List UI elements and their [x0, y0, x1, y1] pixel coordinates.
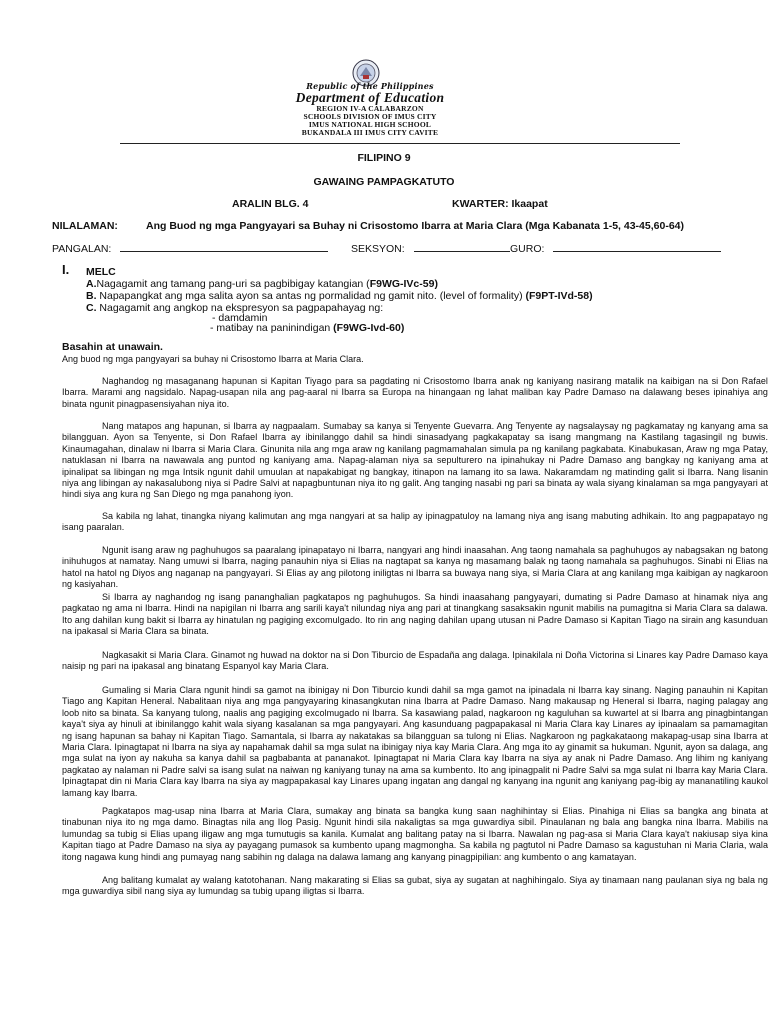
- melc-a-code: F9WG-IVc-59): [369, 278, 438, 290]
- reading-intro: Ang buod ng mga pangyayari sa buhay ni Crisostomo Ibarra at Maria Clara.: [62, 354, 364, 364]
- melc-item-b: [86, 290, 593, 302]
- section-field: [351, 242, 510, 255]
- subject-title: FILIPINO 9: [357, 152, 411, 164]
- quarter-value: Ikaapat: [511, 198, 548, 210]
- teacher-label: GURO:: [510, 243, 545, 255]
- address-line: BUKANDALA III IMUS CITY CAVITE: [301, 128, 439, 137]
- name-label: PANGALAN:: [52, 243, 112, 255]
- teacher-blank[interactable]: [553, 242, 721, 252]
- melc-b-text: Napapangkat ang mga salita ayon sa antas ng pormalidad ng gamit nito. (level of formality): [96, 290, 526, 302]
- paragraph-7: Gumaling si Maria Clara ngunit hindi sa gamot na ibinigay ni Don Tiburcio kundi dahil sa mga gamot na ipinadala ni Ibarra kay sinang. Naging panauhin ni Kapitan Tiago ang Kapitan Heneral. Nabalitaan niya ang mga pangyayaring kinasangkutan nina Ibarra at Padre Damaso. Nang makausap ng Heneral si Ibarra, naging palagay ang loob nito sa binata. Sa kanyang tulong, naalis ang pagiging excolmugado ni Ibarra. Sa kasawiang palad, nagkaroon ng kaguluhan sa kuwartel at si Ibarra ang pinagbintangan kaya't siya ay hinuli at ibinilanggo kahit wala siyang kasalanan sa mga pangyayari. Ang kasunduang pagpapakasal ni Maria Clara kay Linares ay ipinaalam sa pamamagitan ng isang hapunan sa bahay ni Kapitan Tiago. Samantala, si Ibarra ay nakatakas sa bilangguan sa tulong ni Elias. Nagkaroon ng pagkakataong makapag-usap sina Ibarra at Maria Clara. Ipinagtapat ni Ibarra na siya ay napahamak dahil sa mga sulat na ibinigay niya kay Maria Clara. Ang mga ito ay ginamit sa hukuman. Ngunit, ayon sa dalaga, ang mga sulat na iyon ay nakuha sa kanya dahil sa pagbabanta at pananakot. Ipinagtapat ni Maria Clara kay Ibarra na siya ay anak ni Padre Damaso. Ang lihim ng kaniyang pagkatao ay nalaman ni Padre salvi sa isang sulat na naiwan ng kaniyang tunay na ama sa kumbento. Ito ang ipinagpalit ni Padre Salvi sa mga sulat ni Ibarra kay Maria Clara. Ipinagtapat din ni Maria Clara kay Ibarra na siya ay magpapakasal kay Linares upang ingatan ang dangal ng kanyang ina ngunit ang kaniyang pag-ibig ay mananatiling kaukol lamang kay Ibarra.: [62, 685, 768, 798]
- activity-title: GAWAING PAMPAGKATUTO: [313, 176, 455, 188]
- melc-a-text: Nagagamit ang tamang pang-uri sa pagbibigay katangian (: [96, 278, 370, 290]
- paragraph-8: Pagkatapos mag-usap nina Ibarra at Maria Clara, sumakay ang binata sa bangka kung saan naghihintay si Elias. Pinahiga ni Elias sa bangka ang binata at tinabunan niya ito ng mga damo. Binagtas nila ang Ilog Pasig. Ngunit hindi sila nakaligtas sa mga guwardiya sibil. Pinaulanan ng bala ang bangka nina Ibarra. Mabilis na lumundag sa tubig si Elias upang iligaw ang mga tumutugis sa kanila. Kumalat ang balitang patay na si Ibarra. Nawalan ng pag-asa si Maria Clara kaya't nakiusap siya kina Kapitan tiago at Padre Damaso na siya ay payagang pumasok sa kumbento upang magmongha. Sa kabila ng pagtutol ni Padre Damaso sa kagustuhan ni Maria Claria, wala itong nagawa kung hindi ang pumayag nang sabihin ng dalaga na dalawa lamang ang kanyang pinagpipilian: ang kumbento o ang kamatayan.: [62, 806, 768, 862]
- lesson-number: ARALIN BLG. 4: [232, 198, 309, 210]
- region-line: REGION IV-A CALABARZON: [316, 104, 424, 113]
- content-value: Ang Buod ng mga Pangyayari sa Buhay ni Crisostomo Ibarra at Maria Clara (Mga Kabanata 1-5, 43-45,60-64): [146, 220, 684, 232]
- name-field: [52, 242, 328, 255]
- paragraph-6: Nagkasakit si Maria Clara. Ginamot ng huwad na doktor na si Don Tiburcio de Espadaña ang dalaga. Ipinakilala ni Doña Victorina si Linares kay Padre Damaso kaya naisip ng pari na ipakasal ang binatang Espanyol kay Maria Clara.: [62, 650, 768, 672]
- content-label: NILALAMAN:: [52, 220, 118, 232]
- paragraph-3: Sa kabila ng lahat, tinangka niyang kalimutan ang mga nangyari at sa halip ay ipinagpatuloy na lamang niya ang isang mabuting adhikain. Ito ang pagpapatayo ng isang paaralan.: [62, 511, 768, 533]
- section-numeral: I.: [62, 262, 70, 277]
- header-divider: [120, 143, 680, 144]
- melc-c-sub2: - matibay na paninindigan: [210, 322, 334, 334]
- section-blank[interactable]: [414, 242, 510, 252]
- reading-heading: Basahin at unawain.: [62, 341, 163, 353]
- melc-c-sub2-line: [210, 322, 404, 334]
- paragraph-2: Nang matapos ang hapunan, si Ibarra ay nagpaalam. Sumabay sa kanya si Tenyente Guevarra. Ang Tenyente ay nagsalaysay ng pagkamatay ng kanyang ama sa bilangguan. Ayon sa Tenyente, si Don Rafael Ibarra ay ibinilanggo dahil sa hindi sinasadyang pagkakapatay sa isang mangmang na Kastilang tagasingil ng buwis. Kinaumagahan, dinalaw ni Ibarra si Maria Clara. Ginunita nila ang mga araw ng kanilang pagmamahalan simula pa ng kanilang pagkabata. Kinabukasan, Araw ng mga Patay, natuklasan ni Ibarra na nawawala ang puntod ng kaniyang ama. Napag-alaman niya sa sepulturero na ipinahukay ni Padre Damaso ang bangkay ng kaniyang ama at ipinalipat sa libingan ng mga Intsik ngunit dahil umuulan at napakabigat ng bangkay, itinapon na lamang ito sa lawa. Nakaramdam ng matinding galit si Ibarra. Nang lisanin niya ang libingan ay nakasalubong niya si Padre Salvi at napagbuntunan niya ito ng galit. Ang tanging nasabi ng pari sa binata ay wala siyang kinalaman sa mga pangyayari at hindi siya ang kura ng San Diego ng mga panahong iyon.: [62, 421, 768, 500]
- paragraph-5: Si Ibarra ay naghandog ng isang pananghalian pagkatapos ng paghuhugos. Sa hindi inaasahang pangyayari, dumating si Padre Damaso at hinamak niya ang pagkatao ng ama ni Ibarra. Hindi na napigilan ni Ibarra ang sarili kaya't nilundag niya ang pari at tinangkang sasaksakin ngunit mabilis na pumagitna si Maria Clara sa dalawa. Ito ang dahilan kung bakit si Ibarra ay hinatulan ng pagiging excomulgado. Ito rin ang naging dahilan upang utusan ni Padre Damaso si Kapitan Tiago na sirain ang kasunduan na ipakasal si Maria Clara sa binata.: [62, 592, 768, 637]
- department-line: Department of Education: [295, 90, 445, 105]
- letterhead: [220, 82, 520, 137]
- melc-b-letter: B.: [86, 290, 97, 302]
- section-label: SEKSYON:: [351, 243, 405, 255]
- name-blank[interactable]: [120, 242, 328, 252]
- quarter-info: [452, 198, 548, 210]
- melc-c-sub1: - damdamin: [212, 312, 268, 324]
- melc-b-code: (F9PT-IVd-58): [525, 290, 593, 302]
- division-line: SCHOOLS DIVISION OF IMUS CITY: [303, 112, 437, 121]
- melc-c-letter: C.: [86, 302, 97, 314]
- teacher-field: [510, 242, 721, 255]
- republic-line: Republic of the Philippines: [306, 81, 434, 91]
- melc-c-text: Nagagamit ang angkop na ekspresyon sa pagpapahayag ng:: [96, 302, 384, 314]
- paragraph-1: Naghandog ng masaganang hapunan si Kapitan Tiyago para sa pagdating ni Crisostomo Ibarra anak ng kaniyang nasirang matalik na kaibigan na si Don Rafael Ibarra. Marami ang nagsidalo. Napag-usapan nila ang pag-aaral ni Ibarra sa Europa na hinangaan ng lahat maliban kay Padre Damaso na dalawang beses ipinahiya ang binata ngunit pinagpasensiyahan niya ito.: [62, 376, 768, 409]
- school-line: IMUS NATIONAL HIGH SCHOOL: [308, 120, 432, 129]
- paragraph-4: Ngunit isang araw ng paghuhugos sa paaralang ipinapatayo ni Ibarra, nangyari ang hindi inaasahan. Ang taong namahala sa paghuhugos ay nabagsakan ng batong inihuhugos at namatay. Nang umuwi si Ibarra, naging panauhin niya si Elias na nagtapat sa kanya ng masamang balak ng taong namahala sa paghuhugos. Sinabi ni Elias na hatol na hatol ng Diyos ang naganap na pangyayari. Si Elias ay ang pilotong iniligtas ni Ibarra sa buwaya nang siya, si Maria Clara at ang kanilang mga kaibigan ay nagkaroon ng kasiyahan.: [62, 545, 768, 590]
- melc-c-code: (F9WG-Ivd-60): [333, 322, 405, 334]
- quarter-label: KWARTER:: [452, 198, 509, 210]
- melc-a-letter: A.: [86, 278, 97, 290]
- melc-heading: MELC: [86, 266, 116, 278]
- paragraph-9: Ang balitang kumalat ay walang katotohanan. Nang makarating si Elias sa gubat, siya ay sugatan at naghihingalo. Siya ay tinamaan nang paulanan siya ng bala ng mga guwardiya sibil nang siya ay lumundag sa tubig upang iligtas si Ibarra.: [62, 875, 768, 897]
- melc-item-a: [86, 278, 438, 290]
